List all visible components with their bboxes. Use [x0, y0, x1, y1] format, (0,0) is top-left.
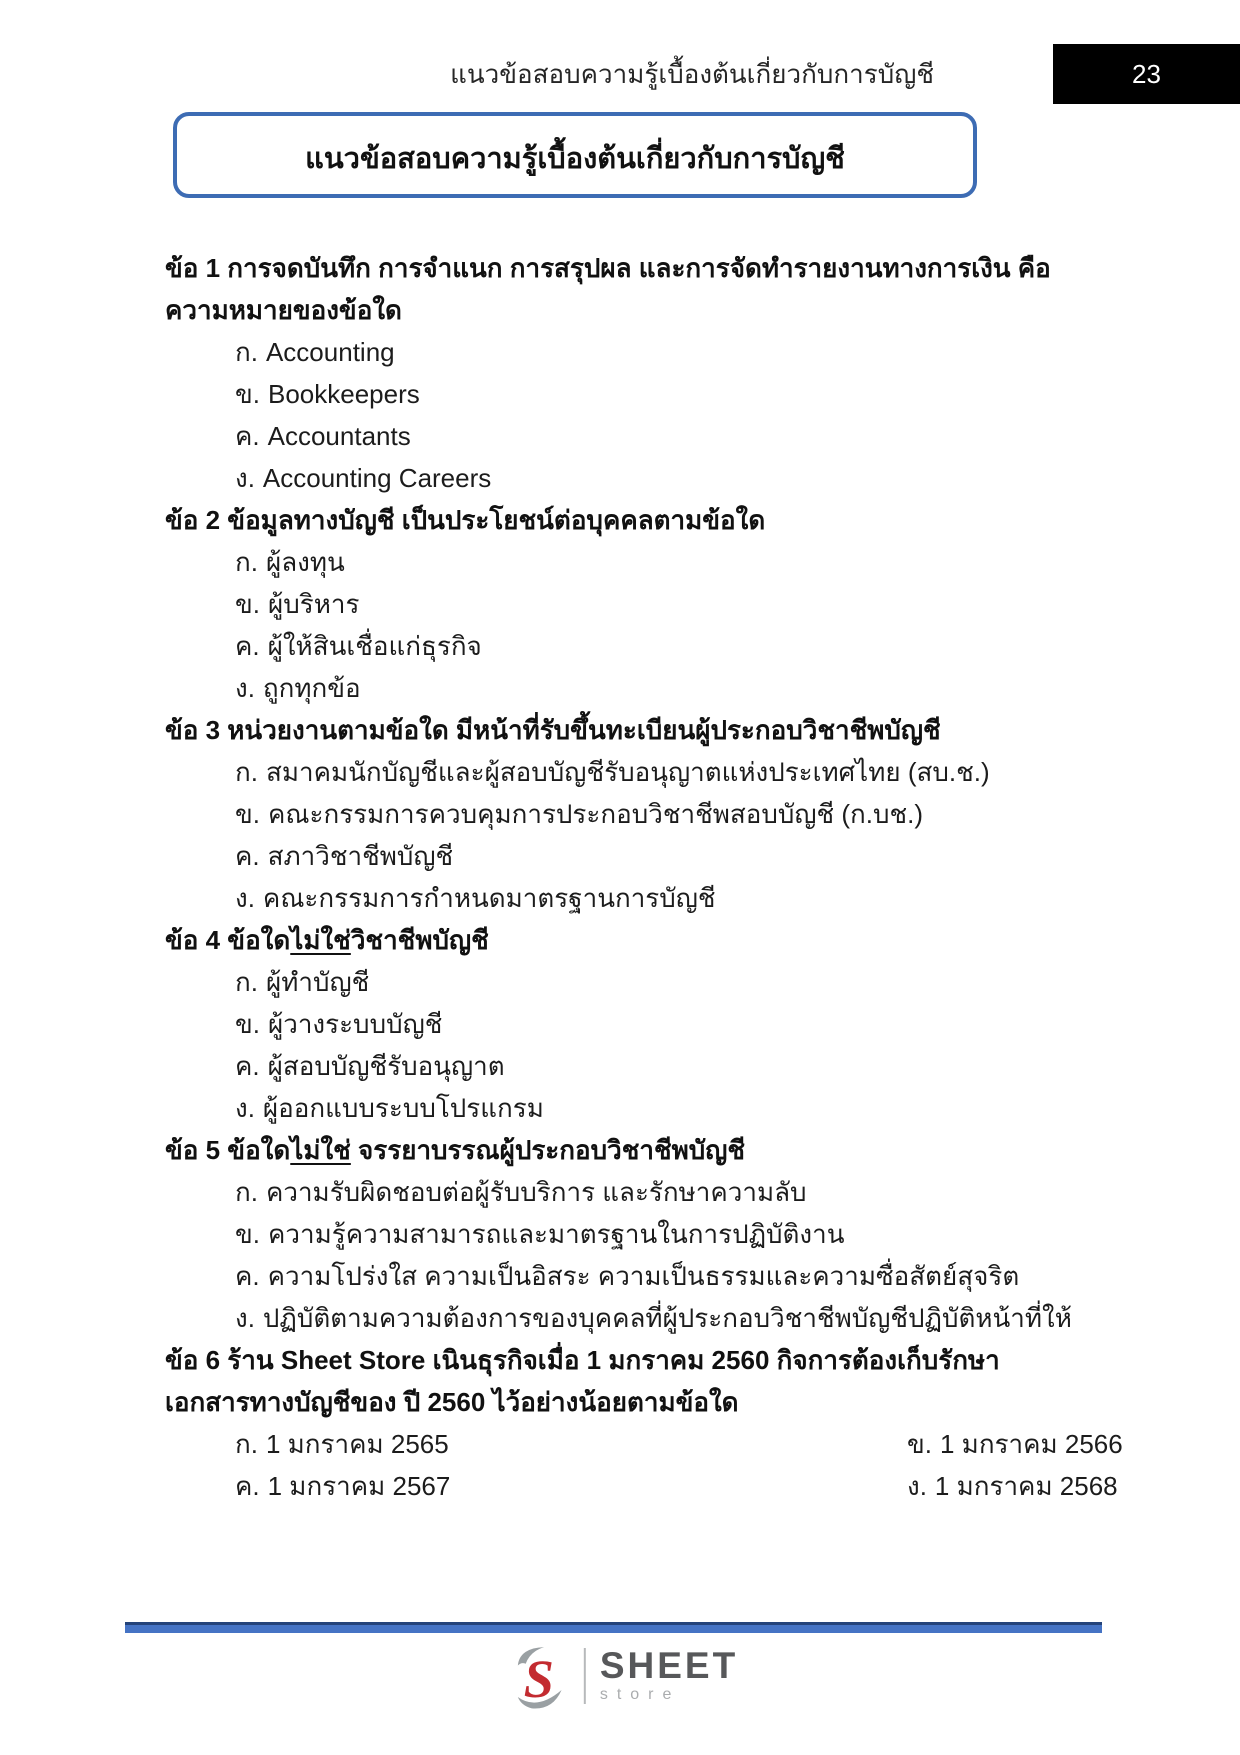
option-item — [235, 1465, 907, 1507]
option-label: ก. — [235, 1429, 258, 1459]
option-item — [235, 331, 1083, 373]
option-label: ค. — [235, 421, 260, 451]
option-label: ง. — [235, 1303, 255, 1333]
option-list — [165, 961, 1083, 1129]
question-text: ข้อ 2 ข้อมูลทางบัญชี เป็นประโยชน์ต่อบุคคลตามข้อใด — [165, 505, 766, 535]
option-text: ความรู้ความสามารถและมาตรฐานในการปฏิบัติงาน — [268, 1219, 845, 1249]
sheet-store-logo-icon — [502, 1641, 576, 1711]
question-text: ข้อ 1 การจดบันทึก การจำแนก การสรุปผล และการจัดทำรายงานทางการเงิน คือความหมายของข้อใด — [165, 253, 1051, 325]
option-label: ค. — [235, 1471, 260, 1501]
option-text: Accounting Careers — [262, 463, 492, 493]
question-block — [165, 247, 1083, 499]
question-title — [165, 1129, 1083, 1171]
option-text: คณะกรรมการควบคุมการประกอบวิชาชีพสอบบัญชี (ก.บช.) — [268, 799, 924, 829]
option-text: Accountants — [267, 421, 411, 451]
option-item — [235, 961, 1083, 1003]
option-item — [235, 793, 1083, 835]
option-text: สมาคมนักบัญชีและผู้สอบบัญชีรับอนุญาตแห่งประเทศไทย (สบ.ช.) — [265, 757, 990, 787]
option-text: ผู้วางระบบบัญชี — [268, 1009, 443, 1039]
option-label: ง. — [235, 1093, 255, 1123]
option-text: Accounting — [265, 337, 395, 367]
title-box — [173, 112, 977, 198]
option-list — [165, 331, 1083, 499]
question-block — [165, 709, 1083, 919]
question-text: ข้อ 6 ร้าน Sheet Store เนินธุรกิจเมื่อ 1 มกราคม 2560 กิจการต้องเก็บรักษาเอกสารทางบัญชีของ ปี 2560 ไว้อย่างน้อยตามข้อใด — [165, 1345, 1000, 1417]
option-text: ปฏิบัติตามความต้องการของบุคคลที่ผู้ประกอบวิชาชีพบัญชีปฏิบัติหน้าที่ให้ — [262, 1303, 1072, 1333]
option-label: ข. — [235, 589, 260, 619]
question-text: วิชาชีพบัญชี — [350, 925, 489, 955]
option-text: 1 มกราคม 2567 — [267, 1471, 451, 1501]
option-item — [235, 625, 1083, 667]
option-item — [235, 373, 1083, 415]
option-text: ถูกทุกข้อ — [262, 673, 361, 703]
running-header-title: แนวข้อสอบความรู้เบื้องต้นเกี่ยวกับการบัญชี — [450, 59, 934, 89]
option-item — [235, 541, 1083, 583]
question-text-underlined: ไม่ใช่ — [290, 925, 351, 955]
brand-name: SHEET — [599, 1645, 739, 1686]
option-label: ข. — [235, 1219, 260, 1249]
option-item — [235, 751, 1083, 793]
option-item — [235, 835, 1083, 877]
option-text: ผู้ทำบัญชี — [265, 967, 370, 997]
option-item — [235, 1171, 1083, 1213]
question-text: ข้อ 3 หน่วยงานตามข้อใด มีหน้าที่รับขึ้นทะเบียนผู้ประกอบวิชาชีพบัญชี — [165, 715, 941, 745]
option-label: ง. — [235, 673, 255, 703]
question-block — [165, 499, 1083, 709]
option-text: ผู้สอบบัญชีรับอนุญาต — [267, 1051, 505, 1081]
option-item — [235, 1003, 1083, 1045]
question-title — [165, 499, 1083, 541]
option-item — [235, 667, 1083, 709]
page-number-badge — [1053, 44, 1240, 104]
option-text: 1 มกราคม 2566 — [940, 1429, 1123, 1459]
option-text: ความโปร่งใส ความเป็นอิสระ ความเป็นธรรมและความซื่อสัตย์สุจริต — [267, 1261, 1020, 1291]
question-text-underlined: ไม่ใช่ — [290, 1135, 351, 1165]
question-text: ข้อ 5 ข้อใด — [165, 1135, 291, 1165]
question-title — [165, 709, 1083, 751]
question-block — [165, 919, 1083, 1129]
option-text: ผู้ให้สินเชื่อแก่ธุรกิจ — [267, 631, 482, 661]
option-label: ก. — [235, 757, 258, 787]
option-label: ข. — [235, 1009, 260, 1039]
option-item — [907, 1423, 1123, 1465]
page-number: 23 — [1132, 58, 1161, 89]
question-block — [165, 1129, 1083, 1339]
option-label: ข. — [235, 799, 260, 829]
brand-subtitle: store — [599, 1686, 681, 1703]
option-item — [235, 1255, 1083, 1297]
option-item — [235, 415, 1083, 457]
option-item — [235, 877, 1083, 919]
option-label: ก. — [235, 337, 258, 367]
option-list — [165, 1423, 1123, 1507]
question-text: จรรยาบรรณผู้ประกอบวิชาชีพบัญชี — [350, 1135, 746, 1165]
option-item — [235, 1045, 1083, 1087]
option-label: ก. — [235, 967, 258, 997]
option-list — [165, 751, 1083, 919]
option-label: ค. — [235, 841, 260, 871]
option-item — [235, 1297, 1083, 1339]
option-text: 1 มกราคม 2565 — [265, 1429, 449, 1459]
option-item — [235, 1423, 907, 1465]
option-text: Bookkeepers — [268, 379, 420, 409]
option-label: ค. — [235, 1051, 260, 1081]
option-text: คณะกรรมการกำหนดมาตรฐานการบัญชี — [262, 883, 716, 913]
option-text: ความรับผิดชอบต่อผู้รับบริการ และรักษาความลับ — [265, 1177, 807, 1207]
option-item — [235, 457, 1083, 499]
option-text: สภาวิชาชีพบัญชี — [267, 841, 454, 871]
option-item — [235, 583, 1083, 625]
option-text: ผู้บริหาร — [268, 589, 360, 619]
brand-logo — [502, 1641, 738, 1711]
document-title: แนวข้อสอบความรู้เบื้องต้นเกี่ยวกับการบัญชี — [305, 143, 845, 175]
option-label: ค. — [235, 1261, 260, 1291]
footer-divider-bar — [125, 1622, 1102, 1633]
option-text: 1 มกราคม 2568 — [934, 1471, 1118, 1501]
option-list — [165, 541, 1083, 709]
question-list — [165, 247, 1123, 1507]
option-label: ข. — [907, 1429, 932, 1459]
option-text: ผู้ลงทุน — [265, 547, 345, 577]
option-label: ก. — [235, 1177, 258, 1207]
option-list — [165, 1171, 1083, 1339]
option-text: ผู้ออกแบบระบบโปรแกรม — [262, 1093, 544, 1123]
question-title — [165, 247, 1083, 331]
option-item — [235, 1087, 1083, 1129]
svg-text:S: S — [523, 1649, 554, 1709]
option-item — [907, 1465, 1123, 1507]
option-label: ค. — [235, 631, 260, 661]
option-label: ข. — [235, 379, 260, 409]
option-label: ก. — [235, 547, 258, 577]
question-title — [165, 1339, 1083, 1423]
question-title — [165, 919, 1083, 961]
brand-divider — [584, 1648, 586, 1704]
option-label: ง. — [235, 463, 255, 493]
question-text: ข้อ 4 ข้อใด — [165, 925, 291, 955]
option-item — [235, 1213, 1083, 1255]
option-label: ง. — [907, 1471, 927, 1501]
question-block — [165, 1339, 1123, 1507]
option-label: ง. — [235, 883, 255, 913]
